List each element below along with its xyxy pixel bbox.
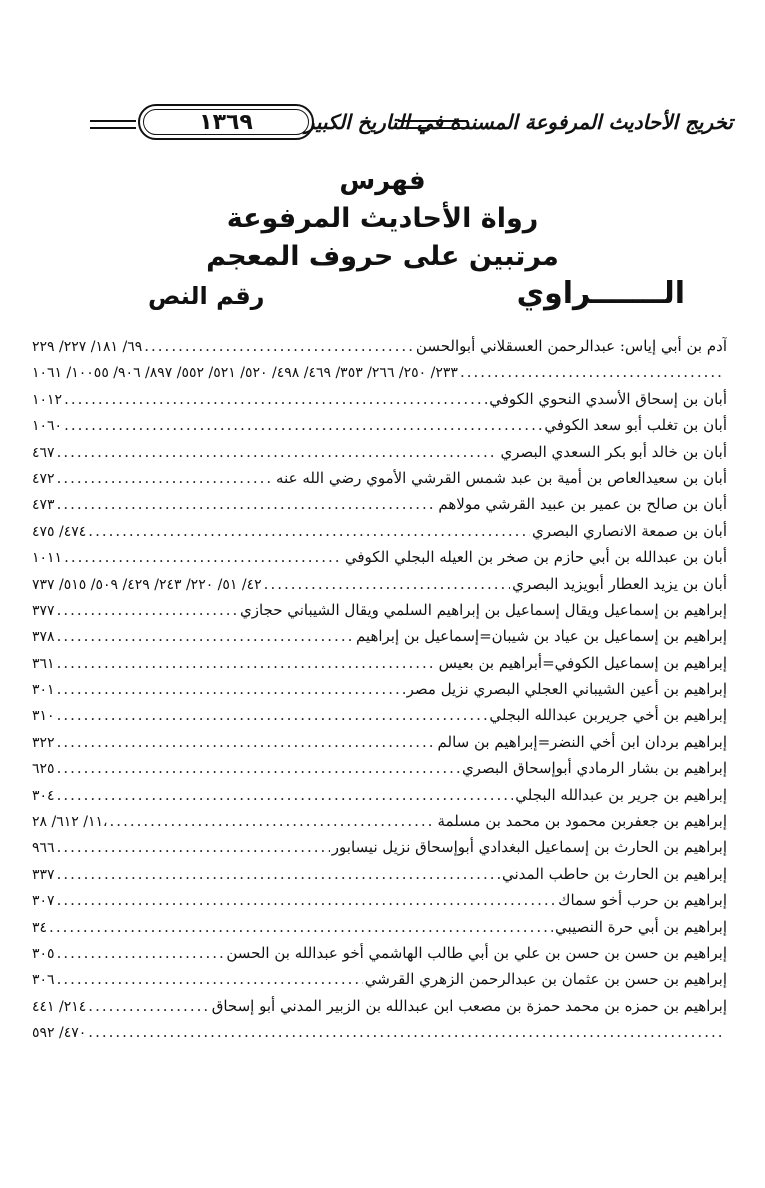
dot-leader: [57, 491, 437, 517]
narrator-name: إبراهيم بن جعفربن محمود بن محمد بن مسلمة: [437, 812, 727, 831]
page-number: ١٣٦٩: [199, 109, 253, 135]
dot-leader: [57, 966, 363, 992]
index-entry: [32, 914, 727, 940]
text-number-refs: ١٠١٢: [32, 391, 63, 408]
header-rule-right: [90, 120, 136, 129]
column-headers: [0, 276, 765, 316]
dot-leader: [88, 1019, 725, 1045]
narrator-name: إبراهيم بن حمزه بن محمد حمزة بن مصعب ابن عبدالله بن الزبير المدني أبو إسحاق: [211, 996, 727, 1015]
index-entry: [32, 386, 727, 412]
dot-leader: [57, 834, 330, 860]
running-title: تخريج الأحاديث المرفوعة المسندة في التاريخ الكبير: [304, 110, 733, 134]
dot-leader: [88, 993, 209, 1019]
text-number-refs: ٣٠٦: [32, 972, 55, 989]
title-index: فهرس: [339, 166, 426, 196]
dot-leader: [57, 439, 499, 465]
text-number-refs: ٣٧٨: [32, 629, 55, 646]
dot-leader: [57, 861, 500, 887]
narrator-name: إبراهيم بن إسماعيل بن عياد بن شيبان=إسماعيل بن إبراهيم: [355, 627, 727, 646]
dot-leader: [110, 808, 436, 834]
text-number-refs: ٤٧٣: [32, 497, 55, 514]
index-entry: [32, 755, 727, 781]
column-header-text-number: رقم النص: [148, 282, 265, 310]
index-entry: [32, 333, 727, 359]
index-titles: [0, 162, 765, 276]
narrator-name: إبراهيم بن حرب أخو سماك: [558, 891, 727, 910]
index-entry: [32, 808, 727, 834]
narrator-name: آدم بن أبي إياس: عبدالرحمن العسقلاني أبوالحسن: [415, 337, 727, 355]
text-number-refs: ٣٠٧: [32, 893, 55, 910]
dot-leader: [57, 597, 238, 623]
narrator-name: أبان بن إسحاق الأسدي النحوي الكوفي: [489, 389, 727, 408]
narrator-name: أبان بن تغلب أبو سعد الكوفي: [544, 416, 727, 435]
text-number-refs: ٣٣٧: [32, 866, 55, 883]
narrator-name: أبان بن خالد أبو بكر السعدي البصري: [500, 442, 727, 461]
page-header: [90, 104, 733, 150]
title-ordering: مرتبين على حروف المعجم: [206, 241, 559, 272]
dot-leader: [57, 940, 225, 966]
narrator-name: إبراهيم بن أبي حرة النصيبي: [555, 917, 727, 936]
text-number-refs: ٢١٤/ ٤٤١: [32, 998, 87, 1015]
dot-leader: [57, 650, 437, 676]
text-number-refs: ١١/ ٦١٢/ ٢٨،: [32, 814, 108, 831]
dot-leader: [64, 544, 343, 570]
dot-leader: [88, 518, 530, 544]
index-entry: [32, 966, 727, 992]
narrator-name: إبراهيم بن جرير بن عبدالله البجلي: [515, 785, 727, 804]
text-number-refs: ٣٢٢: [32, 734, 55, 751]
dot-leader: [57, 755, 460, 781]
text-number-refs: ٤٢/ ٥١/ ٢٢٠/ ٢٤٣/ ٤٢٩/ ٥٠٩/ ٥١٥/ ٧٣٧: [32, 576, 262, 593]
index-entry: [32, 782, 727, 808]
narrator-name: أبان بن صمعة الانصاري البصري: [531, 521, 727, 540]
text-number-refs: ٦٩/ ١٨١/ ٢٢٧/ ٢٢٩: [32, 339, 143, 355]
text-number-refs: ٣٠٤: [32, 787, 55, 804]
text-number-refs: ١٠١١: [32, 550, 63, 567]
narrator-name: إبراهيم بن الحارث بن حاطب المدني: [501, 864, 727, 883]
narrator-name: إبراهيم بردان ابن أخي النضر=إبراهيم بن سالم: [437, 732, 727, 751]
index-entry: [32, 571, 727, 597]
narrator-list: [32, 333, 727, 1046]
dot-leader: [264, 571, 510, 597]
index-entry: [32, 597, 727, 623]
text-number-refs: ٤٦٧: [32, 444, 55, 461]
narrator-name: إبراهيم بن حسن بن عثمان بن عبدالرحمن الزهري القرشي: [364, 970, 727, 989]
text-number-refs: ٣٤: [32, 919, 48, 936]
index-entry: [32, 676, 727, 702]
text-number-refs: ١٠٦٠: [32, 418, 63, 435]
narrator-name: أبان بن سعيدالعاص بن أمية بن عبد شمس القرشي الأموي رضي الله عنه: [276, 468, 727, 487]
text-number-refs: ٤٧٤/ ٤٧٥: [32, 523, 87, 540]
dot-leader: [57, 465, 274, 491]
index-entry: [32, 465, 727, 491]
narrator-name: إبراهيم بن بشار الرمادي أبوإسحاق البصري: [461, 759, 727, 778]
index-entry: [32, 518, 727, 544]
index-entry: [32, 702, 727, 728]
index-entry: [32, 491, 727, 517]
index-entry: [32, 412, 727, 438]
index-entry: [32, 729, 727, 755]
text-number-refs: ٢٣٣/ ٢٥٠/ ٢٦٦/ ٣٥٣/ ٤٦٩/ ٤٩٨/ ٥٢٠/ ٥٢١/ ٥٥٢/ ٨٩٧/ ٩٠٦/ ١٠٠٥٥/ ١٠٦١: [32, 365, 458, 382]
index-entry: [32, 887, 727, 913]
page-number-badge: [138, 104, 314, 140]
text-number-refs: ٦٢٥: [32, 761, 55, 778]
narrator-name: أبان بن صالح بن عمير بن عبيد القرشي مولاهم: [438, 495, 727, 514]
index-entry: [32, 359, 727, 385]
narrator-name: إبراهيم بن إسماعيل الكوفي=أبراهيم بن بعيس: [438, 653, 727, 672]
text-number-refs: ٣٠٥: [32, 945, 55, 962]
text-number-refs: ٣٧٧: [32, 602, 55, 619]
dot-leader: [64, 386, 487, 412]
column-header-narrator: الـــــــراوي: [516, 276, 685, 311]
text-number-refs: ٤٧٠/ ٥٩٢: [32, 1025, 87, 1042]
narrator-name: إبراهيم بن الحارث بن إسماعيل البغدادي أبوإسحاق نزيل نيسابور: [331, 838, 727, 857]
header-rule-left: [398, 120, 468, 129]
dot-leader: [64, 412, 542, 438]
index-entry: [32, 439, 727, 465]
narrator-name: إبراهيم بن إسماعيل ويقال إسماعيل بن إبراهيم السلمي ويقال الشيباني حجازي: [239, 600, 727, 619]
text-number-refs: ٣٠١: [32, 682, 55, 699]
index-entry: [32, 544, 727, 570]
dot-leader: [460, 359, 725, 385]
narrator-name: إبراهيم بن حسن بن حسن بن علي بن أبي طالب الهاشمي أخو عبدالله بن الحسن: [226, 943, 727, 962]
dot-leader: [49, 914, 553, 940]
index-entry: [32, 650, 727, 676]
text-number-refs: ٣٦١: [32, 655, 55, 672]
narrator-name: إبراهيم بن أعين الشيباني العجلي البصري نزيل مصر: [406, 680, 727, 699]
dot-leader: [57, 676, 405, 702]
dot-leader: [57, 729, 436, 755]
narrator-name: أبان بن يزيد العطار أبويزيد البصري: [512, 574, 727, 593]
text-number-refs: ٣١٠: [32, 708, 55, 725]
index-entry: [32, 861, 727, 887]
dot-leader: [57, 887, 557, 913]
text-number-refs: ٤٧٢: [32, 470, 55, 487]
dot-leader: [57, 702, 488, 728]
title-narrators: رواة الأحاديث المرفوعة: [226, 203, 539, 234]
index-entry: [32, 993, 727, 1019]
index-entry: [32, 940, 727, 966]
index-entry: [32, 1019, 727, 1045]
dot-leader: [57, 623, 354, 649]
text-number-refs: ٩٦٦: [32, 840, 55, 857]
narrator-name: إبراهيم بن أخي جريربن عبدالله البجلي: [489, 706, 727, 725]
index-entry: [32, 623, 727, 649]
index-entry: [32, 834, 727, 860]
dot-leader: [144, 333, 414, 359]
narrator-name: أبان بن عبدالله بن أبي حازم بن صخر بن العيله البجلي الكوفي: [344, 548, 727, 567]
dot-leader: [57, 782, 514, 808]
